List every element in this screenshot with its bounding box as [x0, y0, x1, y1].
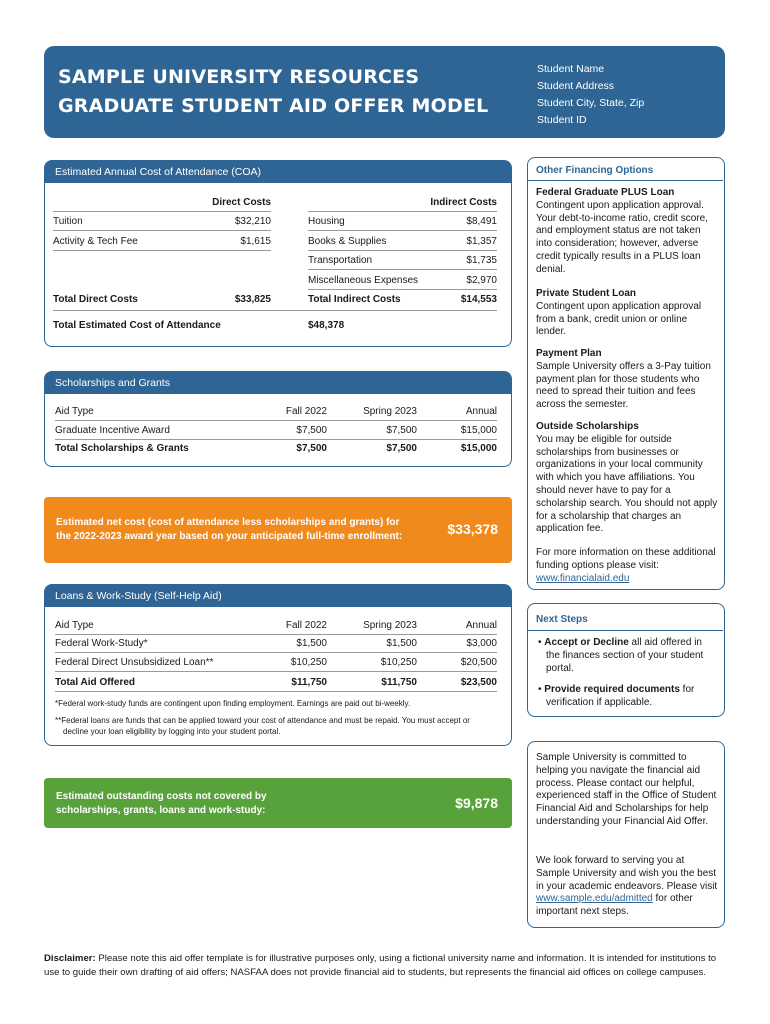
- next-steps-panel: [527, 603, 725, 717]
- total-direct-label: Total Direct Costs: [53, 294, 138, 305]
- total-indirect-value: $14,553: [460, 294, 497, 305]
- direct-costs-heading: Direct Costs: [212, 197, 271, 208]
- outstanding-cost-box: [44, 778, 512, 828]
- grants-col-annual: Annual: [465, 406, 497, 417]
- loan-row1-spring: $1,500: [386, 638, 417, 649]
- loans-footnote-2a: **Federal loans are funds that can be applied toward your cost of attendance and must be repaid. You must accept or: [55, 716, 470, 725]
- loans-total-annual: $23,500: [460, 677, 497, 688]
- activity-fee-label: Activity & Tech Fee: [53, 236, 138, 247]
- net-cost-line2: the 2022-2023 award year based on your anticipated full-time enrollment:: [56, 531, 403, 542]
- housing-value: $8,491: [466, 216, 497, 227]
- grant-row-label: Graduate Incentive Award: [55, 425, 170, 436]
- bullet-icon: •: [538, 637, 542, 648]
- activity-fee-value: $1,615: [240, 236, 271, 247]
- outside-scholarships-heading: Outside Scholarships: [536, 421, 639, 432]
- outstanding-line2: scholarships, grants, loans and work-study:: [56, 805, 266, 816]
- loans-footnote-2b: decline your loan eligibility by logging into your student portal.: [63, 727, 281, 736]
- net-cost-amount: $33,378: [447, 521, 498, 537]
- plus-loan-text: Contingent upon application approval. Your debt-to-income ratio, credit score, and employment status are not taken into consideration; however, adverse credit typically results in a PLUS loan denial.: [536, 199, 708, 275]
- header-banner: [44, 46, 725, 138]
- student-city-state-zip: Student City, State, Zip: [537, 97, 645, 109]
- committed-panel: [527, 741, 725, 928]
- next-step-1: [536, 637, 716, 675]
- grants-total-annual: $15,000: [460, 443, 497, 454]
- grants-panel: [44, 371, 512, 467]
- loans-col-annual: Annual: [465, 620, 497, 631]
- next-step-2-rest: for verification if applicable.: [546, 684, 695, 708]
- payment-plan-heading: Payment Plan: [536, 348, 602, 359]
- loans-panel: [44, 584, 512, 746]
- loan-row1-fall: $1,500: [296, 638, 327, 649]
- loan-row2-annual: $20,500: [460, 657, 497, 668]
- coa-panel: [44, 160, 512, 347]
- loans-col-fall: Fall 2022: [285, 620, 327, 631]
- outside-scholarships-text: You may be eligible for outside scholarships from businesses or organizations in your local community with which you have affiliations. You should never have to pay for a scholarship search. You should not apply for a scholarship that charges an application fee.: [536, 433, 718, 535]
- transportation-value: $1,735: [466, 255, 497, 266]
- total-coa-label: Total Estimated Cost of Attendance: [53, 320, 221, 331]
- books-label: Books & Supplies: [308, 236, 387, 247]
- committed-para2-post: for other important next steps.: [536, 893, 693, 918]
- loan-row2-label: Federal Direct Unsubsidized Loan**: [55, 657, 214, 668]
- loan-row1-annual: $3,000: [466, 638, 497, 649]
- outside-scholarships-block: [536, 421, 718, 536]
- grant-row-annual: $15,000: [460, 425, 497, 436]
- next-step-1-rest: all aid offered in the finances section of your student portal.: [546, 637, 704, 674]
- loans-title: Loans & Work-Study (Self-Help Aid): [45, 585, 511, 607]
- transportation-label: Transportation: [308, 255, 373, 266]
- loans-total-spring: $11,750: [381, 677, 417, 688]
- next-steps-title: Next Steps: [536, 614, 588, 625]
- tuition-value: $32,210: [234, 216, 271, 227]
- bullet-icon: •: [538, 684, 542, 695]
- coa-title: Estimated Annual Cost of Attendance (COA): [45, 161, 511, 183]
- admitted-link[interactable]: www.sample.edu/admitted: [536, 893, 653, 905]
- net-cost-box: [44, 497, 512, 563]
- total-coa-value: $48,378: [308, 320, 345, 331]
- next-step-1-bold: Accept or Decline: [544, 637, 629, 648]
- grant-row-fall: $7,500: [296, 425, 327, 436]
- more-info-text: For more information on these additional funding options please visit:: [536, 547, 716, 571]
- disclaimer-text: Please note this aid offer template is for illustrative purposes only, using a fictional university name and information. It is intended for institutions to use to guide their own drafting of aid offers; NASFAA does not provide financial aid to students, but represents the financial aid offices on college campuses.: [44, 953, 717, 978]
- private-loan-block: [536, 288, 718, 339]
- total-direct-value: $33,825: [234, 294, 271, 305]
- plus-loan-block: [536, 187, 718, 277]
- books-value: $1,357: [466, 236, 497, 247]
- grants-total-label: Total Scholarships & Grants: [55, 443, 189, 454]
- next-step-2: [536, 684, 716, 710]
- grants-total-fall: $7,500: [296, 443, 327, 454]
- payment-plan-block: [536, 348, 718, 412]
- header-title-line2: GRADUATE STUDENT AID OFFER MODEL: [58, 95, 489, 117]
- grants-col-fall: Fall 2022: [285, 406, 327, 417]
- student-id: Student ID: [537, 114, 587, 126]
- other-financing-panel: [527, 157, 725, 590]
- total-indirect-label: Total Indirect Costs: [308, 294, 401, 305]
- loans-total-label: Total Aid Offered: [55, 677, 135, 688]
- grants-title: Scholarships and Grants: [45, 372, 511, 394]
- private-loan-heading: Private Student Loan: [536, 288, 637, 299]
- loans-total-fall: $11,750: [291, 677, 327, 688]
- more-info-block: [536, 547, 718, 585]
- committed-para2: [536, 855, 718, 919]
- loan-row1-label: Federal Work-Study*: [55, 638, 148, 649]
- misc-value: $2,970: [466, 275, 497, 286]
- indirect-costs-heading: Indirect Costs: [430, 197, 497, 208]
- housing-label: Housing: [308, 216, 345, 227]
- misc-label: Miscellaneous Expenses: [308, 275, 419, 286]
- payment-plan-text: Sample University offers a 3-Pay tuition payment plan for those students who need to spread their tuition and fees across the semester.: [536, 360, 711, 411]
- disclaimer: [44, 952, 730, 980]
- grant-row-spring: $7,500: [386, 425, 417, 436]
- committed-para1: Sample University is committed to helping you navigate the financial aid process. Please contact our helpful, experienced staff in the Office of Student Financial Aid and Scholarships for help understanding your Financial Aid Offer.: [536, 752, 717, 827]
- loan-row2-spring: $10,250: [380, 657, 417, 668]
- disclaimer-label: Disclaimer:: [44, 953, 96, 964]
- outstanding-amount: $9,878: [455, 795, 498, 811]
- financialaid-link[interactable]: www.financialaid.edu: [536, 572, 630, 584]
- outstanding-line1: Estimated outstanding costs not covered by: [56, 791, 267, 802]
- next-step-2-bold: Provide required documents: [544, 684, 680, 695]
- loan-row2-fall: $10,250: [290, 657, 327, 668]
- plus-loan-heading: Federal Graduate PLUS Loan: [536, 187, 675, 198]
- header-title-line1: SAMPLE UNIVERSITY RESOURCES: [58, 66, 420, 88]
- loans-col-spring: Spring 2023: [363, 620, 417, 631]
- grants-col-spring: Spring 2023: [363, 406, 417, 417]
- loans-col-aid-type: Aid Type: [55, 620, 94, 631]
- net-cost-line1: Estimated net cost (cost of attendance less scholarships and grants) for: [56, 517, 400, 528]
- tuition-label: Tuition: [53, 216, 83, 227]
- committed-para2-pre: We look forward to serving you at Sample University and wish you the best in your academic endeavors. Please visit: [536, 855, 718, 892]
- loans-footnote-1: *Federal work-study funds are contingent upon finding employment. Earnings are paid out bi-weekly.: [55, 699, 411, 708]
- student-name: Student Name: [537, 63, 605, 75]
- grants-col-aid-type: Aid Type: [55, 406, 94, 417]
- private-loan-text: Contingent upon application approval from a bank, credit union or online lender.: [536, 300, 702, 338]
- student-address: Student Address: [537, 80, 615, 92]
- other-financing-title: Other Financing Options: [536, 165, 654, 176]
- grants-total-spring: $7,500: [386, 443, 417, 454]
